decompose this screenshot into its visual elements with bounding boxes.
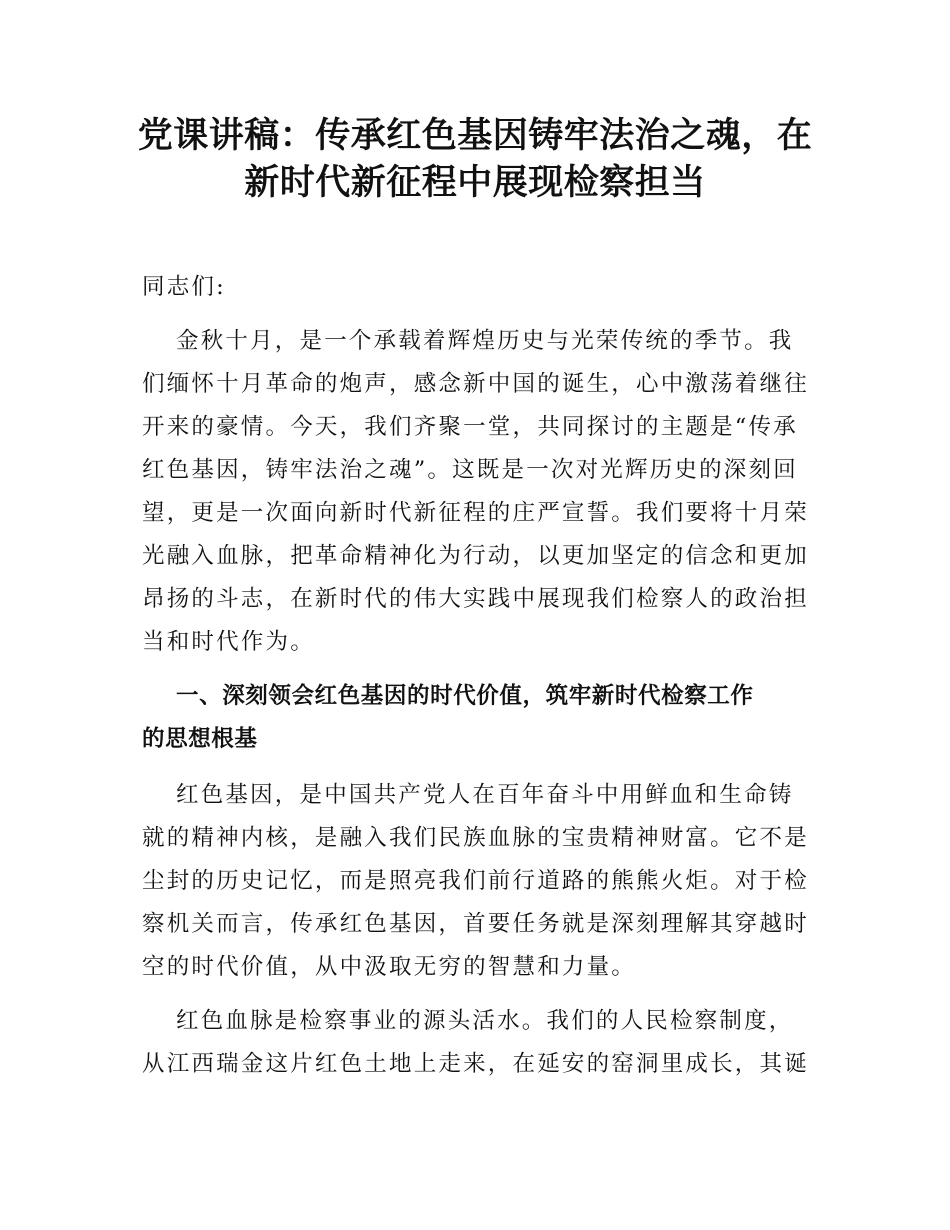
paragraph-line: 昂扬的斗志，在新时代的伟大实践中展现我们检察人的政治担 xyxy=(142,586,809,612)
paragraph-line: 金秋十月，是一个承载着辉煌历史与光荣传统的季节。我 xyxy=(176,328,794,354)
paragraph-line: 尘封的历史记忆，而是照亮我们前行道路的熊熊火炬。对于检 xyxy=(142,868,809,894)
paragraph-line: 开来的豪情。今天，我们齐聚一堂，共同探讨的主题是“传承 xyxy=(142,414,798,440)
paragraph-line: 就的精神内核，是融入我们民族血脉的宝贵精神财富。它不是 xyxy=(142,825,809,851)
paragraph-line: 光融入血脉，把革命精神化为行动，以更加坚定的信念和更加 xyxy=(142,543,809,569)
paragraph-line: 空的时代价值，从中汲取无穷的智慧和力量。 xyxy=(142,954,637,980)
salutation xyxy=(142,266,812,309)
paragraph-line: 望，更是一次面向新时代新征程的庄严宣誓。我们要将十月荣 xyxy=(142,500,809,526)
paragraph-line: 们缅怀十月革命的炮声，感念新中国的诞生，心中激荡着继往 xyxy=(142,371,809,397)
paragraph-2 xyxy=(142,774,812,989)
title-line: 党课讲稿：传承红色基因铸牢法治之魂，在 xyxy=(137,115,813,156)
paragraph-line: 红色基因，是中国共产党人在百年奋斗中用鲜血和生命铸 xyxy=(176,782,794,808)
heading-line: 一、深刻领会红色基因的时代价值，筑牢新时代检察工作 xyxy=(176,683,754,709)
paragraph-line: 从江西瑞金这片红色土地上走来，在延安的窑洞里成长，其诞 xyxy=(142,1051,809,1077)
title-line: 新时代新征程中展现检察担当 xyxy=(244,162,706,203)
paragraph-line: 察机关而言，传承红色基因，首要任务就是深刻理解其穿越时 xyxy=(142,911,809,937)
document-title xyxy=(120,112,830,206)
paragraph-1 xyxy=(142,320,812,664)
paragraph-line: 当和时代作为。 xyxy=(142,629,315,655)
section-heading-1 xyxy=(142,675,812,761)
paragraph-3 xyxy=(142,1000,812,1086)
heading-line: 的思想根基 xyxy=(142,726,258,752)
paragraph-line: 红色基因，铸牢法治之魂”。这既是一次对光辉历史的深刻回 xyxy=(142,457,798,483)
salutation-text: 同志们: xyxy=(142,274,226,300)
paragraph-line: 红色血脉是检察事业的源头活水。我们的人民检察制度， xyxy=(176,1008,794,1034)
